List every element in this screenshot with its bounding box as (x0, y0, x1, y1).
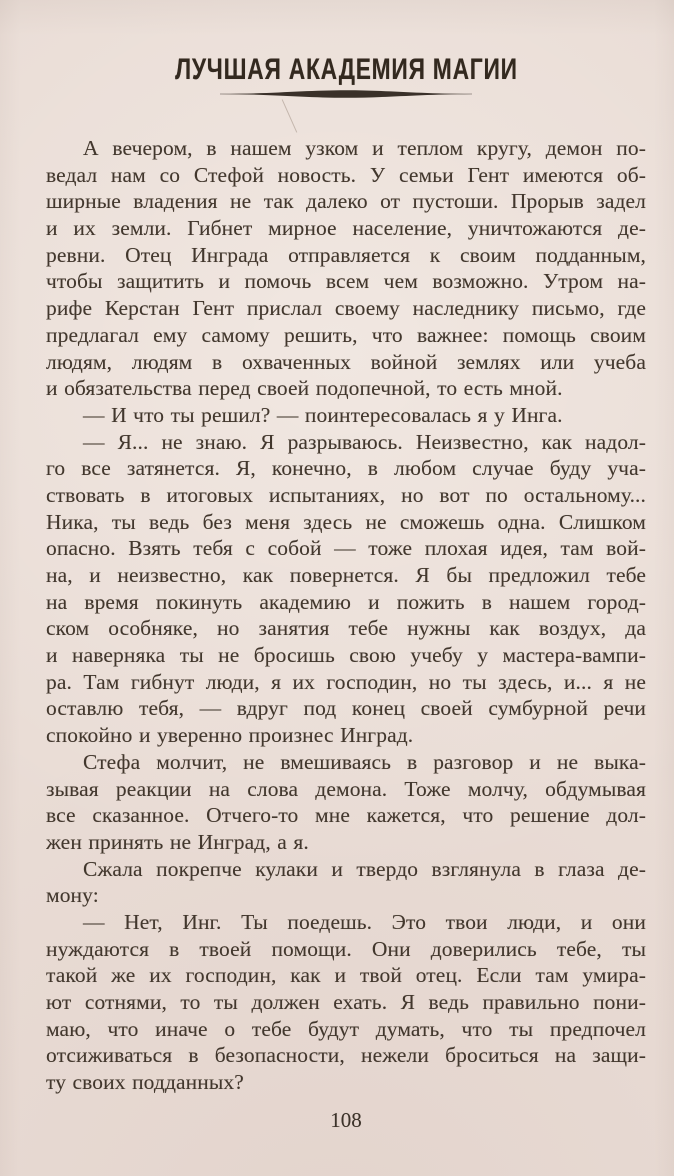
scan-scratch-artifact (282, 99, 298, 132)
text-line: людям, людям в охваченных войной землях или учеба (46, 349, 646, 374)
text-line: мону: (46, 883, 99, 908)
text-line: зывая реакции на слова демона. Тоже молчу, обдумывая (46, 776, 646, 801)
text-line: чтобы защитить и помочь всем чем возможно. Утром на- (46, 269, 646, 294)
paragraph (46, 430, 646, 750)
header-divider (46, 89, 646, 99)
text-line: маю, что иначе о тебе будут думать, что ты предпочел (46, 1016, 646, 1041)
text-line: рифе Керстан Гент прислал своему наследнику письмо, где (46, 296, 646, 321)
paragraph (46, 750, 646, 857)
text-line: на, и неизвестно, как повернется. Я бы предложил тебе (46, 563, 646, 587)
text-line: и наверняка ты не бросишь свою учебу у мастера-вампи- (46, 643, 646, 668)
text-line: ра. Там гибнут люди, я их господин, но ты здесь, и... я не (46, 669, 646, 694)
text-line: отсиживаться в безопасности, нежели броситься на защи- (46, 1043, 646, 1068)
paragraph (46, 910, 646, 1097)
page-footer (46, 1108, 646, 1133)
text-line: ревни. Отец Инграда отправляется к своим подданным, (46, 242, 646, 267)
paragraph (46, 857, 646, 910)
text-line: предлагал ему самому решить, что важнее: помощь своим (46, 322, 646, 347)
text-line: ствовать в итоговых испытаниях, но вот по остальному... (46, 482, 646, 507)
text-line: на время покинуть академию и пожить в нашем город- (46, 589, 646, 614)
text-line: — И что ты решил? — поинтересовалась я у Инга. (83, 402, 563, 427)
text-line: ском особняке, но занятия тебе нужны как воздух, да (46, 616, 646, 641)
text-line: нуждаются в твоей помощи. Они доверились тебе, ты (46, 936, 646, 961)
text-line: ют сотнями, то ты должен ехать. Я ведь правильно пони- (46, 990, 646, 1014)
running-head-title: ЛУЧШАЯ АКАДЕМИЯ МАГИИ (174, 53, 518, 86)
text-line: — Я... не знаю. Я разрываюсь. Неизвестно, как надол- (83, 429, 646, 454)
text-line: ту своих подданных? (46, 1070, 244, 1095)
text-line: опасно. Взять тебя с собой — тоже плохая идея, там вой- (46, 536, 646, 561)
text-line: все сказанное. Отчего-то мне кажется, что решение дол- (46, 803, 646, 828)
page-header (46, 55, 646, 99)
text-line: Стефа молчит, не вмешиваясь в разговор и не выка- (83, 749, 646, 774)
text-line: — Нет, Инг. Ты поедешь. Это твои люди, и они (83, 909, 646, 934)
text-line: го все затянется. Я, конечно, в любом случае буду уча- (46, 456, 646, 481)
text-line: Сжала покрепче кулаки и твердо взглянула в глаза де- (83, 856, 646, 881)
page-number: 108 (330, 1108, 362, 1132)
text-line: оставлю тебя, — вдруг под конец своей сумбурной речи (46, 696, 646, 721)
text-line: и их земли. Гибнет мирное население, уничтожаются де- (46, 216, 646, 241)
text-line: жен принять не Инград, а я. (46, 829, 309, 854)
text-line: и обязательства перед своей подопечной, то есть мной. (46, 376, 563, 401)
text-line: ширные владения не так далеко от пустоши. Прорыв задел (46, 189, 646, 214)
text-line: спокойно и уверенно произнес Инград. (46, 723, 414, 748)
paragraph (46, 136, 646, 403)
text-line: такой же их господин, как и твой отец. Если там умира- (46, 963, 646, 988)
body-text (46, 136, 646, 1097)
text-line: А вечером, в нашем узком и теплом кругу, демон по- (83, 136, 646, 160)
text-line: Ника, ты ведь без меня здесь не сможешь одна. Слишком (46, 509, 646, 534)
paragraph (46, 403, 646, 430)
text-line: ведал нам со Стефой новость. У семьи Гент имеются об- (46, 162, 646, 187)
